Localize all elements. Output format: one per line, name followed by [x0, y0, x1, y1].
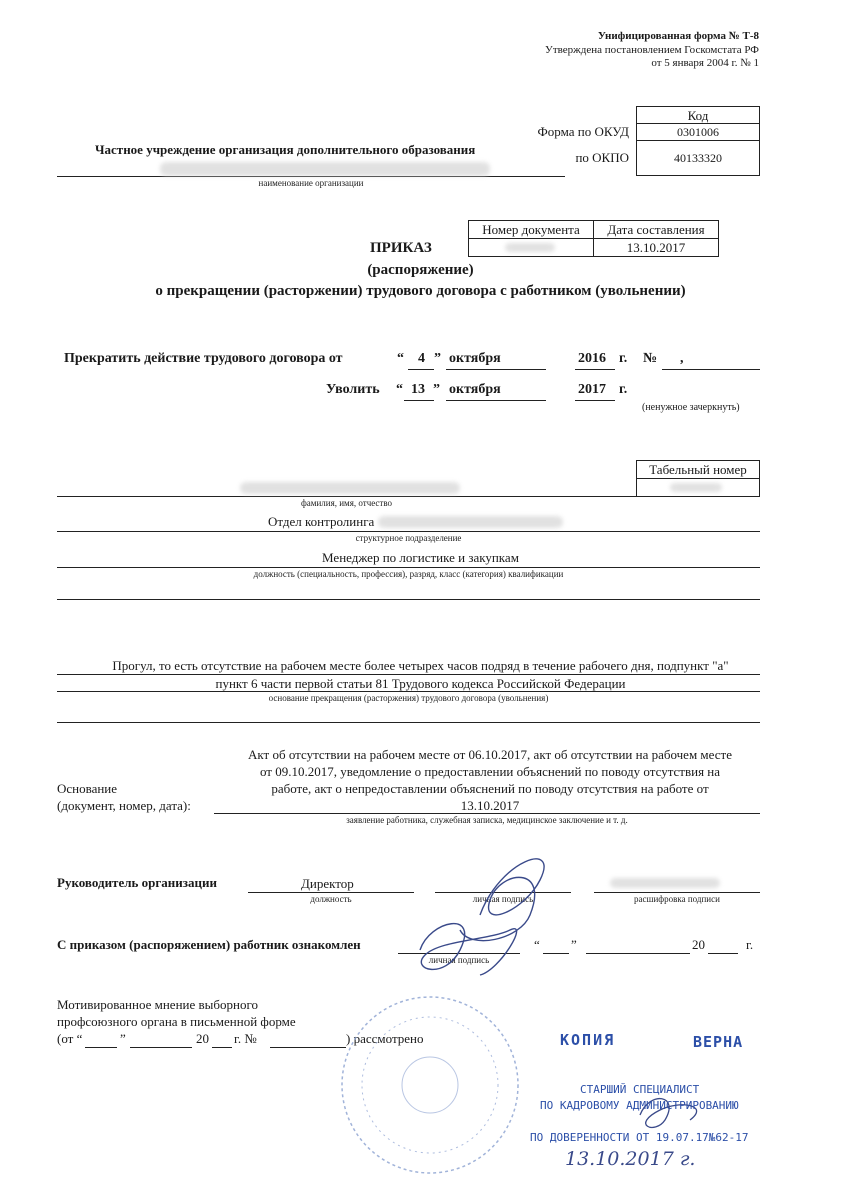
terminate-num-label: №: [643, 351, 658, 366]
stamp-line-2: ПО КАДРОВОМУ АДМИНИСТРИРОВАНИЮ: [540, 1099, 739, 1112]
dismiss-month: октября: [449, 382, 501, 397]
form-name: Унифицированная форма № Т-8: [597, 30, 759, 42]
organization-caption: наименование организации: [258, 178, 364, 188]
okud-value: 0301006: [636, 123, 760, 141]
department-name: Отдел контролинга: [268, 514, 375, 529]
head-label: Руководитель организации: [57, 875, 217, 890]
basis-line-2: от 09.10.2017, уведомление о предоставлении объяснений по поводу отсутствия на: [259, 764, 721, 779]
okud-label: Форма по ОКУД: [537, 124, 629, 139]
stamp-true: ВЕРНА: [693, 1033, 744, 1051]
fio-line: [57, 496, 636, 497]
title-rasporyazhenie: (распоряжение): [367, 262, 474, 278]
dismiss-label: Уволить: [326, 382, 380, 397]
dismiss-year: 2017: [578, 382, 606, 397]
redacted-doc-number: [505, 243, 555, 252]
okpo-value: 40133320: [636, 140, 760, 176]
title-subject: о прекращении (расторжении) трудового договора с работником (увольнении): [155, 283, 686, 299]
head-decode-caption: расшифровка подписи: [634, 894, 720, 904]
redacted-fio: [240, 482, 460, 494]
position-caption: должность (специальность, профессия), разряд, класс (категория) квалификации: [253, 569, 564, 579]
ground-line-1: Прогул, то есть отсутствие на рабочем месте более четырех часов подряд в течение рабочего дня, подпункт "а": [112, 658, 729, 673]
redacted-department: [378, 516, 563, 528]
dismiss-day: 13: [411, 382, 425, 397]
organization-name: Частное учреждение организация дополнительного образования: [95, 142, 476, 157]
ground-caption: основание прекращения (расторжения) трудового договора (увольнения): [268, 693, 549, 703]
basis-line-3: работе, акт о непредоставлении объяснений по поводу отсутствия на работе от: [271, 781, 709, 796]
union-tail: ) рассмотрено: [346, 1031, 424, 1046]
organization-line: [57, 176, 565, 177]
redacted-tabel: [670, 483, 722, 492]
union-line-2: профсоюзного органа в письменной форме: [57, 1014, 296, 1029]
stamp-line-1: СТАРШИЙ СПЕЦИАЛИСТ: [580, 1083, 700, 1096]
okpo-label: по ОКПО: [575, 150, 629, 165]
doc-date-header: Дата составления: [593, 220, 719, 239]
tabel-header: Табельный номер: [636, 460, 760, 479]
dismiss-quote-close: ”: [433, 382, 440, 397]
ack-g: г.: [746, 937, 754, 952]
basis-line-4: 13.10.2017: [460, 798, 520, 813]
terminate-quote-open: “: [397, 351, 404, 366]
redacted-organization: [160, 162, 490, 176]
union-g-num: г. №: [234, 1031, 257, 1046]
department-line: [57, 531, 760, 532]
ground-line-2: пункт 6 части первой статьи 81 Трудового кодекса Российской Федерации: [215, 676, 626, 691]
ack-quote-open: “: [534, 937, 540, 952]
union-from: (от “: [57, 1031, 83, 1046]
department-caption: структурное подразделение: [355, 533, 462, 543]
terminate-day: 4: [418, 351, 425, 366]
head-signature-caption: личная подпись: [472, 894, 534, 904]
dismiss-note: (ненужное зачеркнуть): [642, 402, 740, 413]
approved-text: Утверждена постановлением Госкомстата РФ: [545, 44, 759, 56]
head-signature: [460, 859, 544, 941]
acknowledged-signature-caption: личная подпись: [428, 955, 490, 965]
stamp-copy: КОПИЯ: [560, 1031, 616, 1049]
stamp-line-3: ПО ДОВЕРЕННОСТИ ОТ 19.07.17№62-17: [530, 1131, 749, 1144]
employee-signature: [420, 924, 517, 975]
terminate-label: Прекратить действие трудового договора от: [64, 351, 343, 366]
terminate-quote-close: ”: [434, 351, 441, 366]
acknowledged-label: С приказом (распоряжением) работник ознакомлен: [57, 937, 361, 952]
dismiss-quote-open: “: [396, 382, 403, 397]
basis-label: Основание: [57, 781, 118, 796]
approved-date: от 5 января 2004 г. № 1: [651, 57, 759, 69]
position-line: [57, 567, 760, 568]
doc-date-value: 13.10.2017: [593, 238, 719, 257]
union-quote-close: ”: [120, 1031, 126, 1046]
seal-center: [402, 1057, 458, 1113]
union-year-prefix: 20: [196, 1031, 209, 1046]
ack-year-prefix: 20: [692, 937, 705, 952]
stamp-date: 13.10.2017 г.: [565, 1148, 696, 1170]
terminate-g: г.: [619, 351, 628, 366]
basis-label-sub: (документ, номер, дата):: [57, 798, 191, 813]
union-line-1: Мотивированное мнение выборного: [57, 997, 258, 1012]
dismiss-g: г.: [619, 382, 628, 397]
title-prikaz: ПРИКАЗ: [370, 240, 432, 256]
head-position: Директор: [301, 876, 354, 891]
terminate-month: октября: [449, 351, 501, 366]
terminate-year: 2016: [578, 351, 606, 366]
fio-caption: фамилия, имя, отчество: [300, 498, 393, 508]
basis-caption: заявление работника, служебная записка, медицинское заключение и т. д.: [346, 815, 628, 825]
seal-inner: [362, 1017, 498, 1153]
basis-line-1: Акт об отсутствии на рабочем месте от 06.10.2017, акт об отсутствии на рабочем месте: [248, 747, 732, 762]
head-position-caption: должность: [310, 894, 352, 904]
ack-quote-close: ”: [571, 937, 577, 952]
doc-number-header: Номер документа: [468, 220, 594, 239]
seal-outer: [342, 997, 518, 1173]
terminate-num-value: ,: [680, 351, 684, 366]
kod-header: Код: [636, 106, 760, 124]
position-name: Менеджер по логистике и закупкам: [322, 550, 519, 565]
